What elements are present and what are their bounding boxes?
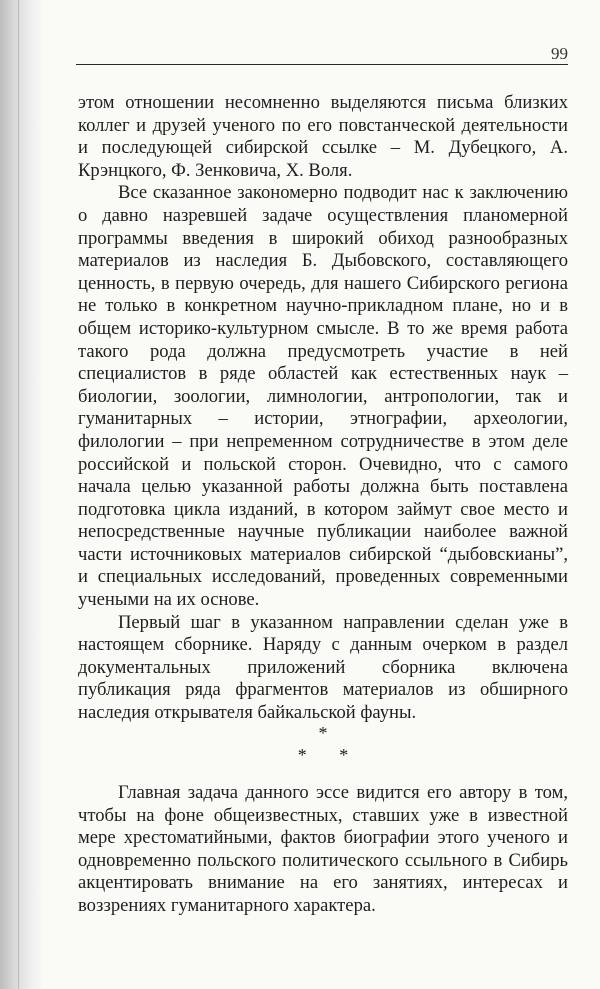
book-spine-shadow [0, 0, 44, 989]
header-rule [76, 64, 568, 65]
section-separator-bottom-stars: * * [297, 745, 349, 765]
main-text-block [78, 92, 568, 725]
page-number: 99 [551, 44, 568, 63]
paragraph-program: Все сказанное закономерно подводит нас к заключению о давно назревшей задаче осуществления планомерной программы введения в широкий обиход разнообразных материалов из наследия Б. Дыбовского, составляющего ценность, в первую очередь, для нашего Сибирского региона не только в конкретном научно-прикладном плане, но и в общем историко-культурном смысле. В то же время работа такого рода должна предусмотреть участие в ней специалистов в ряде областей как естественных наук – биологии, зоологии, лимнологии, антропологии, так и гуманитарных – истории, этнографии, археологии, филологии – при непременном сотрудничестве в этом деле российской и польской сторон. Очевидно, что с самого начала целью указанной работы должна быть поставлена подготовка цикла изданий, в котором займут свое место и непосредственные научные публикации наиболее важной части источниковых материалов сибирской “дыбовскианы”, и специальных исследований, проведенных современными учеными на их основе. [78, 182, 568, 611]
section-separator-top-star: * [318, 723, 328, 743]
paragraph-continuation: этом отношении несомненно выделяются письма близких коллег и друзей ученого по его повстанческой деятельности и последующей сибирской ссылке – М. Дубецкого, А. Крэнцкого, Ф. Зенковича, Х. Воля. [78, 92, 568, 181]
section-text-block [78, 782, 568, 918]
paragraph-first-step: Первый шаг в указанном направлении сделан уже в настоящем сборнике. Наряду с данным очерком в раздел документальных приложений сборника включена публикация ряда фрагментов материалов из обширного наследия открывателя байкальской фауны. [78, 611, 568, 724]
spine-crease-line [18, 0, 19, 989]
paragraph-essay-goal: Главная задача данного эссе видится его автору в том, чтобы на фоне общеизвестных, ставших уже в известной мере хрестоматийными, фактов биографии этого ученого и одновременно польского политического ссыльного в Сибирь акцентировать внимание на его занятиях, интересах и воззрениях гуманитарного характера. [78, 782, 568, 916]
